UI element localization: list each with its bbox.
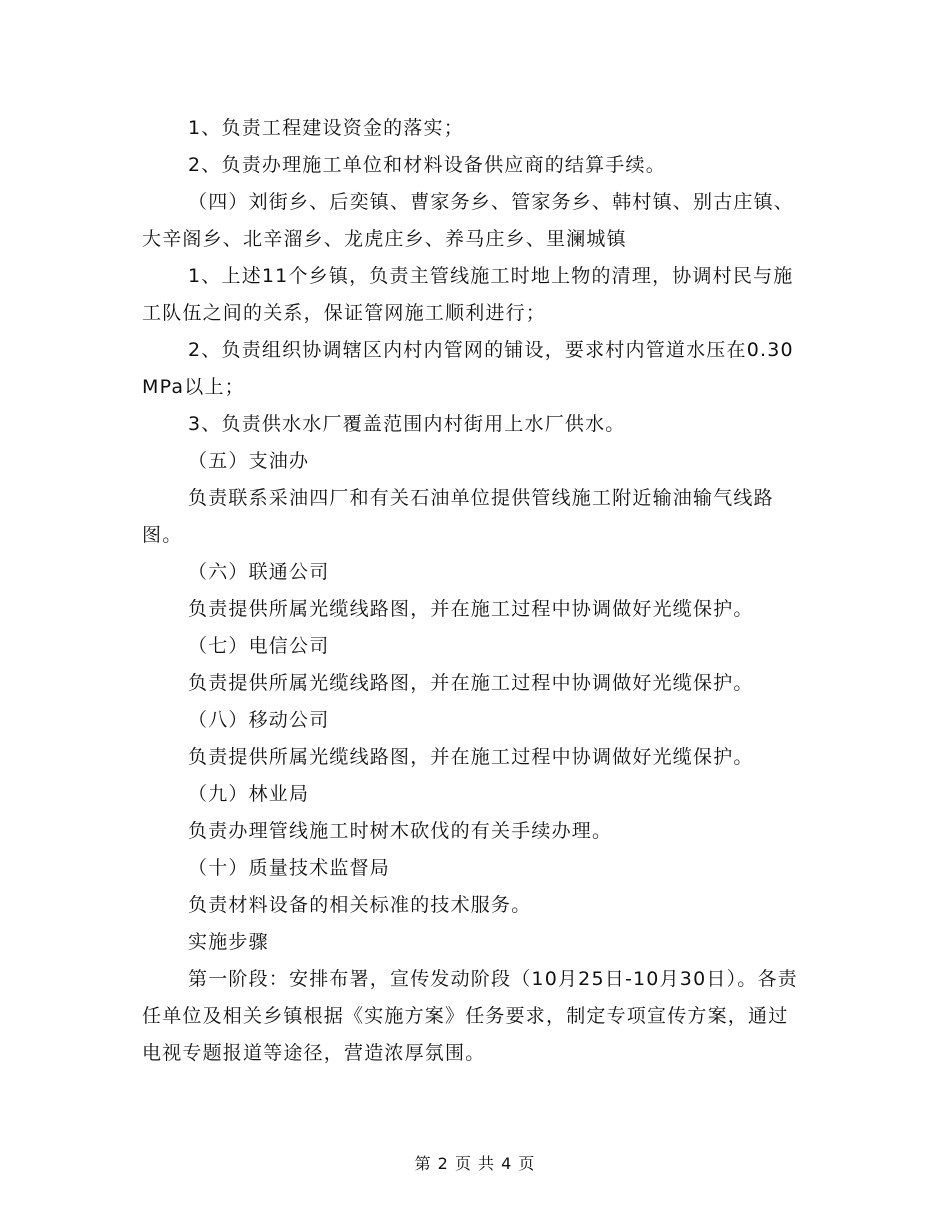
paragraph-telecom: 负责提供所属光缆线路图，并在施工过程中协调做好光缆保护。	[188, 672, 754, 694]
section-heading-4: （四）刘街乡、后奕镇、曹家务乡、管家务乡、韩村镇、别古庄镇、大辛阁乡、北辛溜乡、龙虎庄乡、养马庄乡、里澜城镇	[142, 191, 795, 250]
paragraph-quality: 负责材料设备的相关标准的技术服务。	[188, 894, 532, 916]
paragraph-settlement: 2、负责办理施工单位和材料设备供应商的结算手续。	[188, 154, 666, 176]
paragraph-funding: 1、负责工程建设资金的落实；	[188, 117, 464, 139]
section-heading-7: （七）电信公司	[188, 635, 330, 657]
paragraph-oil-office: 负责联系采油四厂和有关石油单位提供管线施工附近输油输气线路图。	[142, 487, 774, 546]
paragraph-water-pressure: 2、负责组织协调辖区内村内管网的铺设，要求村内管道水压在0.30MPa以上；	[142, 339, 794, 398]
paragraph-towns-clearing: 1、上述11个乡镇，负责主管线施工时地上物的清理，协调村民与施工队伍之间的关系，保证管网施工顺利进行；	[142, 265, 794, 324]
paragraph-phase-one: 第一阶段：安排布署，宣传发动阶段（10月25日-10月30日）。各责任单位及相关乡镇根据《实施方案》任务要求，制定专项宣传方案，通过电视专题报道等途径，营造浓厚氛围。	[142, 968, 798, 1064]
section-heading-8: （八）移动公司	[188, 709, 330, 731]
section-heading-9: （九）林业局	[188, 783, 310, 805]
section-heading-5: （五）支油办	[188, 450, 310, 472]
paragraph-water-supply: 3、负责供水水厂覆盖范围内村街用上水厂供水。	[188, 413, 626, 435]
paragraph-forestry: 负责办理管线施工时树木砍伐的有关手续办理。	[188, 820, 613, 842]
paragraph-unicom: 负责提供所属光缆线路图，并在施工过程中协调做好光缆保护。	[188, 598, 754, 620]
document-body	[142, 110, 806, 1072]
page-number-footer: 第 2 页 共 4 页	[414, 1154, 536, 1173]
section-heading-6: （六）联通公司	[188, 561, 330, 583]
section-heading-steps: 实施步骤	[188, 931, 269, 953]
paragraph-mobile: 负责提供所属光缆线路图，并在施工过程中协调做好光缆保护。	[188, 746, 754, 768]
section-heading-10: （十）质量技术监督局	[188, 857, 391, 879]
